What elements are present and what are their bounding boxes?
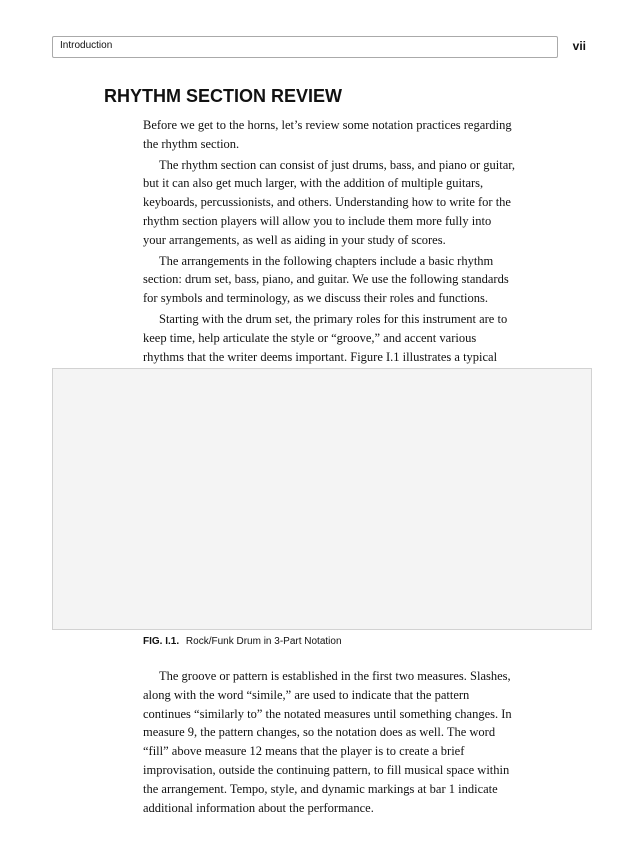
intro-paragraph-1: Before we get to the horns, let’s review some notation practices regarding the rhythm section.: [143, 118, 512, 151]
page-number: vii: [572, 39, 586, 53]
intro-paragraph-4: Starting with the drum set, the primary roles for this instrument are to keep time, help articulate the style or “groove,” and accent various rhythms that the writer deems important. Figure I.1 illustrates a typical: [143, 311, 508, 364]
figure-caption-text: Rock/Funk Drum in 3-Part Notation: [185, 636, 342, 647]
section-title: RHYTHM SECTION REVIEW: [104, 86, 343, 106]
drum-notation-figure: [52, 368, 592, 630]
drum-notation-placeholder: [52, 368, 592, 630]
intro-text: [143, 116, 517, 406]
header-bar: [52, 36, 558, 58]
intro-paragraph-3: The arrangements in the following chapters include a basic rhythm section: drum set, bass, piano, and guitar. We use the following standards for symbols and terminology, as we discuss their roles and functions.: [143, 253, 509, 306]
closing-paragraph: The groove or pattern is established in the first two measures. Slashes, along with the word “simile,” are used to indicate that the pattern continues “similarly to” the notated measures until something changes. In measure 9, the pattern changes, so the notation does as well. The word “fill” above measure 12 means that the player is to create a brief improvisation, outside the continuing pattern, to fill musical space within the arrangement. Tempo, style, and dynamic markings at bar 1 indicate additional information about the performance.: [143, 669, 512, 815]
running-head: Introduction: [60, 40, 113, 51]
closing-text: [143, 667, 517, 817]
figure-caption: [143, 636, 342, 647]
figure-label: FIG. I.1.: [143, 636, 180, 647]
intro-paragraph-2: The rhythm section can consist of just drums, bass, and piano or guitar, but it can also get much larger, with the addition of multiple guitars, keyboards, percussionists, and others. Understanding how to write for the rhythm section players will allow you to include them more fully into your arrangements, as well as aiding in your study of scores.: [143, 157, 516, 247]
